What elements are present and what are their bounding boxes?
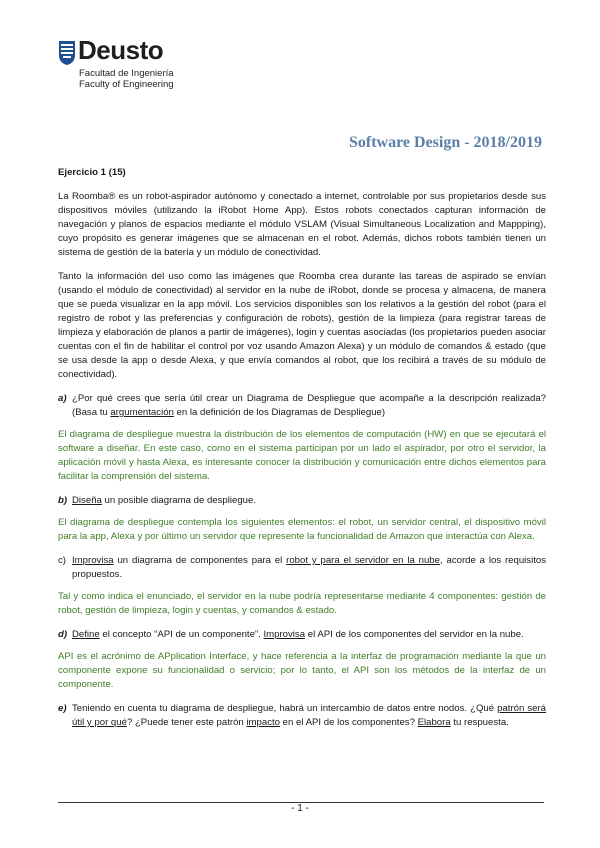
answer-d: API es el acrónimo de APplication Interface, y hace referencia a la interfaz de programación mediante la que un componente expone su funcionalidad o servicio; por lo tanto, el API son los métodos de la interfaz de un componente.	[58, 651, 546, 690]
question-label: d)	[58, 629, 68, 640]
question-label: e)	[58, 703, 67, 714]
faculty-es: Facultad de Ingeniería	[79, 68, 174, 79]
brand-name: Deusto	[78, 35, 164, 65]
deusto-shield-icon	[58, 40, 76, 66]
question-label: c)	[58, 555, 66, 566]
document-body	[58, 166, 546, 730]
question-c	[58, 554, 546, 582]
intro-paragraph-2: Tanto la información del uso como las imágenes que Roomba crea durante las tareas de aspirado se envían (usando el módulo de conectividad) al servidor en la nube de iRobot, donde se procesa y almacena, de manera que se pueda visualizar en la app móvil. Los servicios disponibles son los relativos a la gestión del robot (para el registro de robot y las preferencias y configuración de robots), gestión de la limpieza (para registrar tareas de limpieza y elaboración de planos a partir de imágenes), login y cuentas asociadas (los propietarios pueden asociar cuentas con el fin de habilitar el control por voz usando Amazon Alexa) y un módulo de comandos & estado (que se usa desde la app o desde Alexa, y que envía comandos al robot, que los recibirá a través de su módulo de conectividad).	[58, 271, 546, 380]
question-text: ¿Por qué crees que sería útil crear un Diagrama de Despliegue que acompañe a la descripción realizada? (Basa tu argumentación en la definición de los Diagramas de Despliegue)	[72, 393, 546, 418]
faculty-name	[79, 69, 174, 90]
question-text: Define el concepto “API de un componente”. Improvisa el API de los componentes del servidor en la nube.	[72, 629, 524, 640]
question-label: b)	[58, 495, 68, 506]
answer-c: Tal y como indica el enunciado, el servidor en la nube podría representarse mediante 4 componentes: gestión de robot, gestión de limpieza, login y cuentas, y comandos & estado.	[58, 591, 546, 616]
question-text: Teniendo en cuenta tu diagrama de despliegue, habrá un intercambio de datos entre nodos. ¿Qué patrón será útil y por qué? ¿Puede tener este patrón impacto en el API de los componentes? Elabora tu respuesta.	[72, 703, 546, 728]
intro-paragraph-1: La Roomba® es un robot-aspirador autónomo y conectado a internet, controlable por sus propietarios desde sus dispositivos móviles (utilizando la iRobot Home App). Estos robots conectados capturan información de navegación y planos de espacios mediante el módulo VSLAM (Visual Simultaneous Localization and Mappping), cuyo propósito es generar imágenes que se almacenan en el robot. Además, dichos robots también tienen un sistema de gestión de la batería y un módulo de conectividad.	[58, 191, 546, 258]
question-b	[58, 494, 546, 508]
answer-b: El diagrama de despliegue contempla los siguientes elementos: el robot, un servidor central, el dispositivo móvil para la app, Alexa y por último un servidor que represente la funcionalidad de Amazon que interactúa con Alexa.	[58, 517, 546, 542]
faculty-en: Faculty of Engineering	[79, 78, 174, 90]
exercise-heading: Ejercicio 1 (15)	[58, 167, 126, 178]
answer-a: El diagrama de despliegue muestra la distribución de los elementos de computación (HW) en que se ejecutará el software a diseñar. En este caso, como en el sistema participan por un lado el aspirador, por otro el servidor, la aplicación móvil y hasta Alexa, es interesante conocer la distribución y comunicación entre dichos elementos para facilitar la comprensión del sistema.	[58, 429, 546, 482]
question-text: Improvisa un diagrama de componentes para el robot y para el servidor en la nube, acorde a los requisitos propuestos.	[72, 555, 547, 580]
page-number: - 1 -	[291, 803, 309, 814]
question-d	[58, 628, 546, 642]
question-label: a)	[58, 393, 67, 404]
question-a	[58, 392, 546, 420]
question-e	[58, 702, 546, 730]
deusto-logo	[58, 35, 198, 98]
document-title: Software Design - 2018/2019	[348, 134, 542, 151]
question-text: Diseña un posible diagrama de despliegue.	[72, 495, 257, 506]
